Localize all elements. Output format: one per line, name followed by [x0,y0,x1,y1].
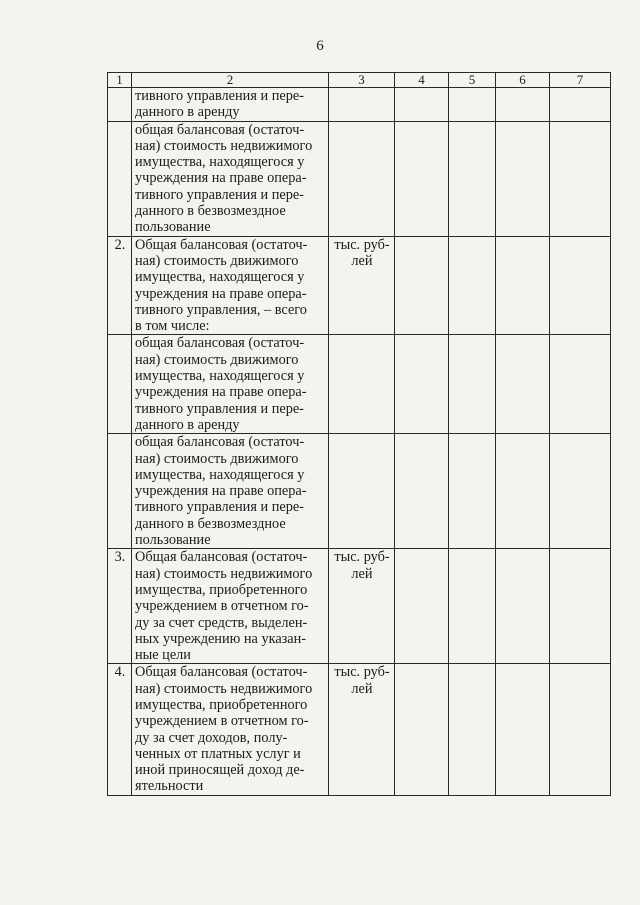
value-cell-col-7 [550,236,611,335]
indicator-name-cell [132,549,329,664]
value-cell-col-7 [550,549,611,664]
unit-cell [329,121,395,236]
unit-cell [329,236,395,335]
value-cell-col-4 [395,434,449,549]
row-number-cell [108,121,132,236]
value-cell-col-5 [449,236,496,335]
column-header: 4 [395,73,449,88]
value-cell-col-4 [395,121,449,236]
value-cell-col-4 [395,236,449,335]
row-number-text: 2. [114,236,126,253]
value-cell-col-4 [395,549,449,664]
value-cell-col-7 [550,88,611,122]
value-cell-col-5 [449,664,496,795]
indicator-name-cell [132,88,329,122]
unit-text: тыс. руб- лей [334,549,390,582]
value-cell-col-5 [449,335,496,434]
row-number-cell [108,434,132,549]
indicator-name-text: общая балансовая (остаточ- ная) стоимость движимого имущества, находящегося у учреждения на праве опера- тивного управления и пере- данного в безвозмездное пользование [135,434,307,549]
column-header: 1 [108,73,132,88]
value-cell-col-6 [496,664,550,795]
indicator-name-cell [132,236,329,335]
indicator-name-text: общая балансовая (остаточ- ная) стоимость движимого имущества, находящегося у учреждения на праве опера- тивного управления и пере- данного в аренду [135,335,307,433]
row-number-cell [108,664,132,795]
value-cell-col-6 [496,88,550,122]
table-row [108,434,611,549]
indicator-name-cell [132,335,329,434]
value-cell-col-4 [395,664,449,795]
table-row [108,335,611,434]
unit-cell [329,549,395,664]
value-cell-col-5 [449,88,496,122]
indicator-name-text: тивного управления и пере- данного в аренду [135,88,304,121]
indicator-name-cell [132,121,329,236]
table-header-row [108,73,611,88]
table-row [108,88,611,122]
table-row [108,121,611,236]
table-row [108,549,611,664]
table-row [108,664,611,795]
column-header: 6 [496,73,550,88]
value-cell-col-6 [496,121,550,236]
table-row [108,236,611,335]
row-number-cell [108,335,132,434]
row-number-cell [108,88,132,122]
row-number-text: 4. [114,664,126,681]
unit-cell [329,335,395,434]
value-cell-col-6 [496,434,550,549]
column-header: 2 [132,73,329,88]
unit-text: тыс. руб- лей [334,664,390,697]
indicator-name-cell [132,664,329,795]
value-cell-col-7 [550,335,611,434]
row-number-text: 3. [114,549,126,566]
row-number-cell [108,236,132,335]
value-cell-col-4 [395,335,449,434]
unit-cell [329,664,395,795]
page-number: 6 [316,38,324,54]
unit-text: тыс. руб- лей [334,236,390,269]
value-cell-col-4 [395,88,449,122]
indicator-name-text: Общая балансовая (остаточ- ная) стоимость недвижимого имущества, приобретенного учреждением в отчетном го- ду за счет средств, выделен- ных учреждению на указан- ные цели [135,549,313,664]
value-cell-col-7 [550,664,611,795]
value-cell-col-6 [496,335,550,434]
value-cell-col-5 [449,549,496,664]
value-cell-col-6 [496,236,550,335]
indicator-name-text: общая балансовая (остаточ- ная) стоимость недвижимого имущества, находящегося у учреждения на праве опера- тивного управления и пере- данного в безвозмездное пользование [135,121,313,236]
value-cell-col-7 [550,121,611,236]
column-header: 5 [449,73,496,88]
value-cell-col-7 [550,434,611,549]
unit-cell [329,434,395,549]
value-cell-col-6 [496,549,550,664]
data-table [107,72,611,796]
row-number-cell [108,549,132,664]
indicator-name-text: Общая балансовая (остаточ- ная) стоимость недвижимого имущества, приобретенного учреждением в отчетном го- ду за счет доходов, полу- ченных от платных услуг и иной приносящей доход де- ятельности [135,664,313,795]
indicator-name-cell [132,434,329,549]
value-cell-col-5 [449,434,496,549]
column-header: 3 [329,73,395,88]
indicator-name-text: Общая балансовая (остаточ- ная) стоимость движимого имущества, находящегося у учреждения на праве опера- тивного управления, – всего в том числе: [135,236,308,335]
unit-cell [329,88,395,122]
column-header: 7 [550,73,611,88]
value-cell-col-5 [449,121,496,236]
